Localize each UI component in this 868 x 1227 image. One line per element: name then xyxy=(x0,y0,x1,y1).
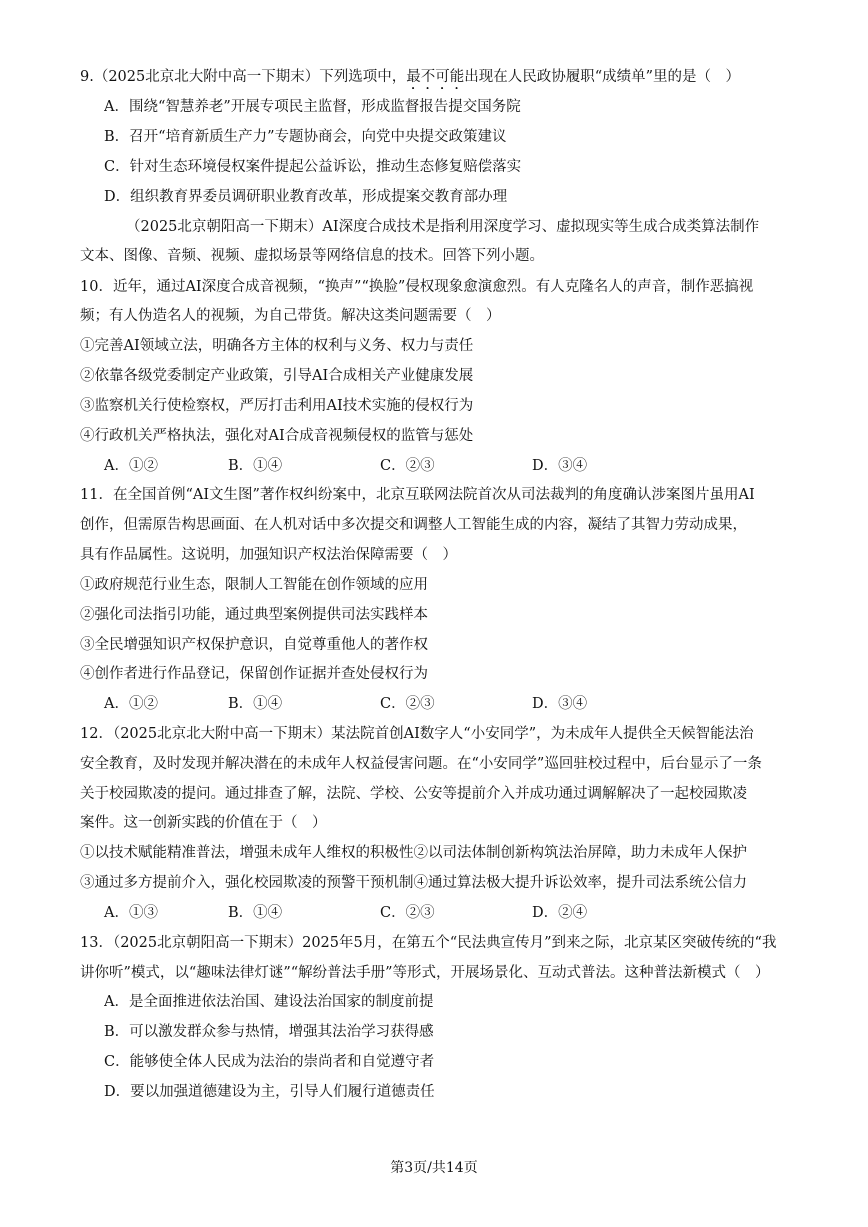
q11-choice-b: B．①④ xyxy=(228,696,283,712)
q10-stem-line-1: 10．近年，通过AI深度合成音视频，“换声”“换脸”侵权现象愈演愈烈。有人克隆名人的声音，制作恶搞视 xyxy=(80,279,754,295)
q10-choice-b: B．①④ xyxy=(228,458,283,474)
q11-item-2: ②强化司法指引功能，通过典型案例提供司法实践样本 xyxy=(80,607,428,623)
q9-option-c: C．针对生态环境侵权案件提起公益诉讼，推动生态修复赔偿落实 xyxy=(104,159,522,175)
q13-option-d: D．要以加强道德建设为主，引导人们履行道德责任 xyxy=(104,1084,435,1100)
q11-item-3: ③全民增强知识产权保护意识，自觉尊重他人的著作权 xyxy=(80,637,428,653)
q12-choice-c: C．②③ xyxy=(380,905,435,921)
q10-choice-c: C．②③ xyxy=(380,458,435,474)
q9-stem-prefix: 9.（2025北京北大附中高一下期末）下列选项中， xyxy=(80,69,407,85)
q11-item-4: ④创作者进行作品登记，保留创作证据并查处侵权行为 xyxy=(80,666,428,682)
q13-option-b: B．可以激发群众参与热情，增强其法治学习获得感 xyxy=(104,1024,434,1040)
q12-stem-line-4: 案件。这一创新实践的价值在于（ ） xyxy=(80,815,327,831)
q12-choice-d: D．②④ xyxy=(532,905,588,921)
q11-choice-d: D．③④ xyxy=(532,696,588,712)
q12-choice-a: A．①③ xyxy=(104,905,158,921)
q9-stem xyxy=(80,67,792,89)
q10-item-3: ③监察机关行使检察权，严厉打击利用AI技术实施的侵权行为 xyxy=(80,398,474,414)
q9-option-d: D．组织教育界委员调研职业教育改革，形成提案交教育部办理 xyxy=(104,189,508,205)
q12-items-line-1: ①以技术赋能精准普法，增强未成年人维权的积极性②以司法体制创新构筑法治屏障，助力未成年人保护 xyxy=(80,845,747,861)
q13-stem-line-1: 13．（2025北京朝阳高一下期末）2025年5月，在第五个“民法典宣传月”到来之际，北京某区突破传统的“我 xyxy=(80,935,777,951)
material-line-1: （2025北京朝阳高一下期末）AI深度合成技术是指利用深度学习、虚拟现实等生成合成类算法制作 xyxy=(126,219,760,235)
q10-choice-a: A．①② xyxy=(104,458,158,474)
q11-stem-line-2: 创作，但需原告构思画面、在人机对话中多次提交和调整人工智能生成的内容，凝结了其智力劳动成果， xyxy=(80,517,747,533)
material-line-2: 文本、图像、音频、视频、虚拟场景等网络信息的技术。回答下列小题。 xyxy=(80,248,544,264)
q13-option-c: C．能够使全体人民成为法治的崇尚者和自觉遵守者 xyxy=(104,1054,435,1070)
q12-choice-b: B．①④ xyxy=(228,905,283,921)
q13-option-a: A．是全面推进依法治国、建设法治国家的制度前提 xyxy=(104,994,434,1010)
q11-choice-a: A．①② xyxy=(104,696,158,712)
q9-option-a: A．围绕“智慧养老”开展专项民主监督，形成监督报告提交国务院 xyxy=(104,99,521,115)
q12-stem-line-2: 安全教育，及时发现并解决潜在的未成年人权益侵害问题。在“小安同学”巡回驻校过程中，后台显示了一条 xyxy=(80,756,762,772)
q10-item-1: ①完善AI领域立法，明确各方主体的权利与义务、权力与责任 xyxy=(80,338,474,354)
q12-stem-line-1: 12．（2025北京北大附中高一下期末）某法院首创AI数字人“小安同学”，为未成年人提供全天候智能法治 xyxy=(80,726,754,742)
page-number: 第3页/共14页 xyxy=(390,1160,478,1176)
q12-stem-line-3: 关于校园欺凌的提问。通过排查了解，法院、学校、公安等提前介入并成功通过调解解决了一起校园欺凌 xyxy=(80,786,747,802)
q13-stem-line-2: 讲你听”模式，以“趣味法律灯谜”“解纷普法手册”等形式，开展场景化、互动式普法。这种普法新模式（ ） xyxy=(80,965,770,981)
q10-choice-d: D．③④ xyxy=(532,458,588,474)
q9-stem-emphasis: 最不可能 xyxy=(406,69,465,85)
q10-item-4: ④行政机关严格执法，强化对AI合成音视频侵权的监管与惩处 xyxy=(80,428,474,444)
q11-choice-c: C．②③ xyxy=(380,696,435,712)
q11-item-1: ①政府规范行业生态，限制人工智能在创作领域的应用 xyxy=(80,577,428,593)
q10-item-2: ②依靠各级党委制定产业政策，引导AI合成相关产业健康发展 xyxy=(80,368,474,384)
q12-items-line-2: ③通过多方提前介入，强化校园欺凌的预警干预机制④通过算法极大提升诉讼效率，提升司法系统公信力 xyxy=(80,875,747,891)
q11-stem-line-1: 11．在全国首例“AI文生图”著作权纠纷案中，北京互联网法院首次从司法裁判的角度确认涉案图片虽用AI xyxy=(80,487,755,503)
q10-stem-line-2: 频；有人伪造名人的视频，为自己带货。解决这类问题需要（ ） xyxy=(80,308,501,324)
q9-option-b: B．召开“培育新质生产力”专题协商会，向党中央提交政策建议 xyxy=(104,129,507,145)
q9-stem-suffix: 出现在人民政协履职“成绩单”里的是（ ） xyxy=(464,69,741,85)
q11-stem-line-3: 具有作品属性。这说明，加强知识产权法治保障需要（ ） xyxy=(80,547,457,563)
